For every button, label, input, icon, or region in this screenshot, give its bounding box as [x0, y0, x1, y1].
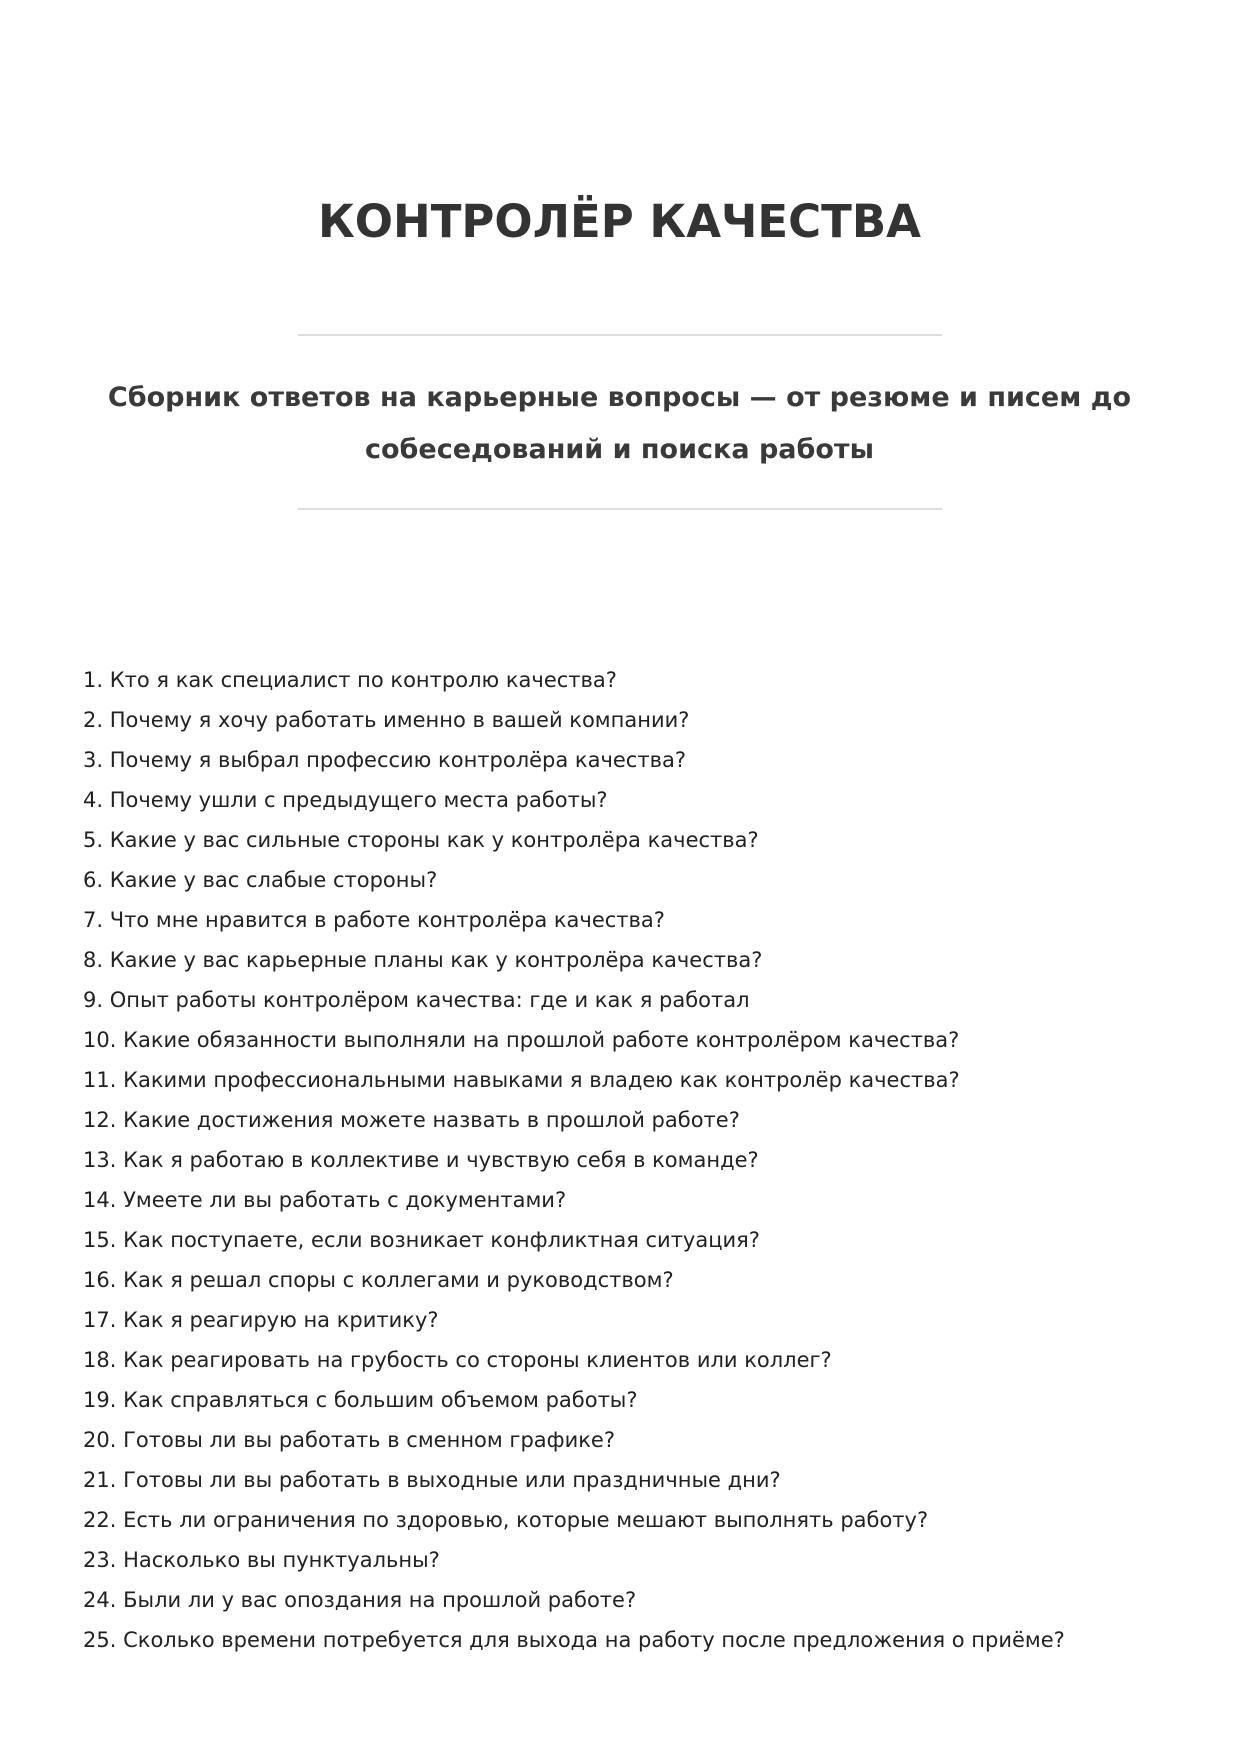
question-item	[83, 1220, 1163, 1260]
question-item	[83, 980, 1163, 1020]
question-text: Почему ушли с предыдущего места работы?	[109, 788, 608, 812]
question-item	[83, 1420, 1163, 1460]
question-number: 16.	[83, 1268, 117, 1292]
question-text: Как реагировать на грубость со стороны клиентов или коллег?	[123, 1348, 832, 1372]
question-number: 2.	[83, 708, 104, 732]
question-text: Как я работаю в коллективе и чувствую себя в команде?	[123, 1148, 759, 1172]
question-item	[83, 940, 1163, 980]
question-text: Кто я как специалист по контролю качества?	[109, 668, 617, 692]
question-number: 24.	[83, 1588, 117, 1612]
bottom-divider	[298, 508, 942, 510]
question-item	[83, 1460, 1163, 1500]
question-text: Как поступаете, если возникает конфликтная ситуация?	[123, 1228, 760, 1252]
question-number: 11.	[83, 1068, 117, 1092]
subtitle-line-2: собеседований и поиска работы	[365, 434, 874, 465]
question-text: Какие у вас карьерные планы как у контролёра качества?	[109, 948, 763, 972]
question-text: Готовы ли вы работать в выходные или праздничные дни?	[123, 1468, 781, 1492]
question-item	[83, 1340, 1163, 1380]
question-number: 13.	[83, 1148, 117, 1172]
question-item	[83, 1260, 1163, 1300]
question-number: 9.	[83, 988, 104, 1012]
question-text: Какие обязанности выполняли на прошлой работе контролёром качества?	[123, 1028, 960, 1052]
question-number: 8.	[83, 948, 104, 972]
question-text: Насколько вы пунктуальны?	[123, 1548, 440, 1572]
question-text: Опыт работы контролёром качества: где и как я работал	[109, 988, 750, 1012]
question-text: Как я реагирую на критику?	[123, 1308, 439, 1332]
question-number: 4.	[83, 788, 104, 812]
question-number: 3.	[83, 748, 104, 772]
subtitle-line-1: Сборник ответов на карьерные вопросы — от резюме и писем до	[107, 382, 1132, 413]
question-item	[83, 1540, 1163, 1580]
top-divider	[298, 334, 942, 336]
question-list	[83, 660, 1163, 1660]
question-number: 6.	[83, 868, 104, 892]
question-item	[83, 860, 1163, 900]
question-number: 15.	[83, 1228, 117, 1252]
question-text: Какие у вас сильные стороны как у контролёра качества?	[109, 828, 759, 852]
question-number: 10.	[83, 1028, 117, 1052]
question-item	[83, 820, 1163, 860]
page-subtitle	[100, 372, 1139, 476]
question-number: 25.	[83, 1628, 117, 1652]
question-item	[83, 1300, 1163, 1340]
question-number: 5.	[83, 828, 104, 852]
question-text: Что мне нравится в работе контролёра качества?	[109, 908, 665, 932]
question-item	[83, 900, 1163, 940]
question-item	[83, 660, 1163, 700]
question-text: Сколько времени потребуется для выхода на работу после предложения о приёме?	[123, 1628, 1065, 1652]
question-item	[83, 740, 1163, 780]
question-text: Какие достижения можете назвать в прошлой работе?	[123, 1108, 740, 1132]
question-number: 7.	[83, 908, 104, 932]
question-text: Почему я выбрал профессию контролёра качества?	[109, 748, 686, 772]
question-number: 12.	[83, 1108, 117, 1132]
question-item	[83, 1020, 1163, 1060]
question-text: Готовы ли вы работать в сменном графике?	[123, 1428, 615, 1452]
question-number: 18.	[83, 1348, 117, 1372]
question-item	[83, 1100, 1163, 1140]
question-text: Как справляться с большим объемом работы?	[123, 1388, 638, 1412]
page-title: КОНТРОЛЁР КАЧЕСТВА	[318, 195, 921, 248]
question-number: 14.	[83, 1188, 117, 1212]
question-text: Есть ли ограничения по здоровью, которые мешают выполнять работу?	[123, 1508, 929, 1532]
question-item	[83, 700, 1163, 740]
question-number: 20.	[83, 1428, 117, 1452]
question-item	[83, 1580, 1163, 1620]
question-item	[83, 1500, 1163, 1540]
question-item	[83, 1380, 1163, 1420]
question-item	[83, 1180, 1163, 1220]
question-text: Какие у вас слабые стороны?	[109, 868, 438, 892]
question-item	[83, 780, 1163, 820]
question-item	[83, 1060, 1163, 1100]
question-number: 23.	[83, 1548, 117, 1572]
question-number: 17.	[83, 1308, 117, 1332]
question-text: Какими профессиональными навыками я владею как контролёр качества?	[123, 1068, 960, 1092]
question-number: 22.	[83, 1508, 117, 1532]
question-text: Были ли у вас опоздания на прошлой работе?	[123, 1588, 637, 1612]
question-text: Как я решал споры с коллегами и руководством?	[123, 1268, 674, 1292]
question-item	[83, 1140, 1163, 1180]
question-number: 21.	[83, 1468, 117, 1492]
question-number: 1.	[83, 668, 104, 692]
question-text: Почему я хочу работать именно в вашей компании?	[109, 708, 690, 732]
question-number: 19.	[83, 1388, 117, 1412]
question-text: Умеете ли вы работать с документами?	[123, 1188, 567, 1212]
question-item	[83, 1620, 1163, 1660]
